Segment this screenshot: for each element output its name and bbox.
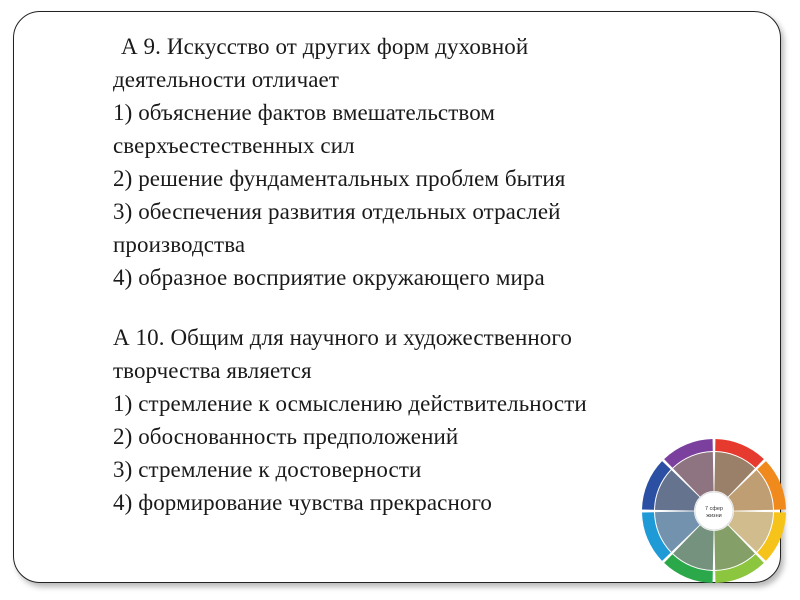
q9-option-3-continued: производства [113,232,246,257]
q9-question-line-1: А 9. Искусство от других форм духовной [121,34,529,59]
q9-option-3: 3) обеспечения развития отдельных отраслей [113,199,561,224]
q10-option-2: 2) обоснованность предположений [113,424,459,449]
q10-option-4: 4) формирование чувства прекрасного [113,490,493,515]
wheel-center-line-1: 7 сфер [705,506,723,512]
q9-option-4: 4) образное восприятие окружающего мира [113,265,545,290]
wheel-center-line-2: жизни [706,513,722,519]
q9-option-2: 2) решение фундаментальных проблем бытия [113,166,566,191]
q10-question-line-1: А 10. Общим для научного и художественного [113,325,572,350]
q9-option-1: 1) объяснение фактов вмешательством [113,100,496,125]
q10-question-line-2: творчества является [113,358,312,383]
culture-wheel-icon [641,438,787,584]
q9-question-line-2: деятельности отличает [113,67,340,92]
q9-option-1-continued: сверхъестественных сил [113,133,355,158]
quiz-text [113,30,733,519]
q10-option-3: 3) стремление к достоверности [113,457,422,482]
q10-option-1: 1) стремление к осмыслению действительности [113,391,587,416]
question-gap [113,294,733,321]
